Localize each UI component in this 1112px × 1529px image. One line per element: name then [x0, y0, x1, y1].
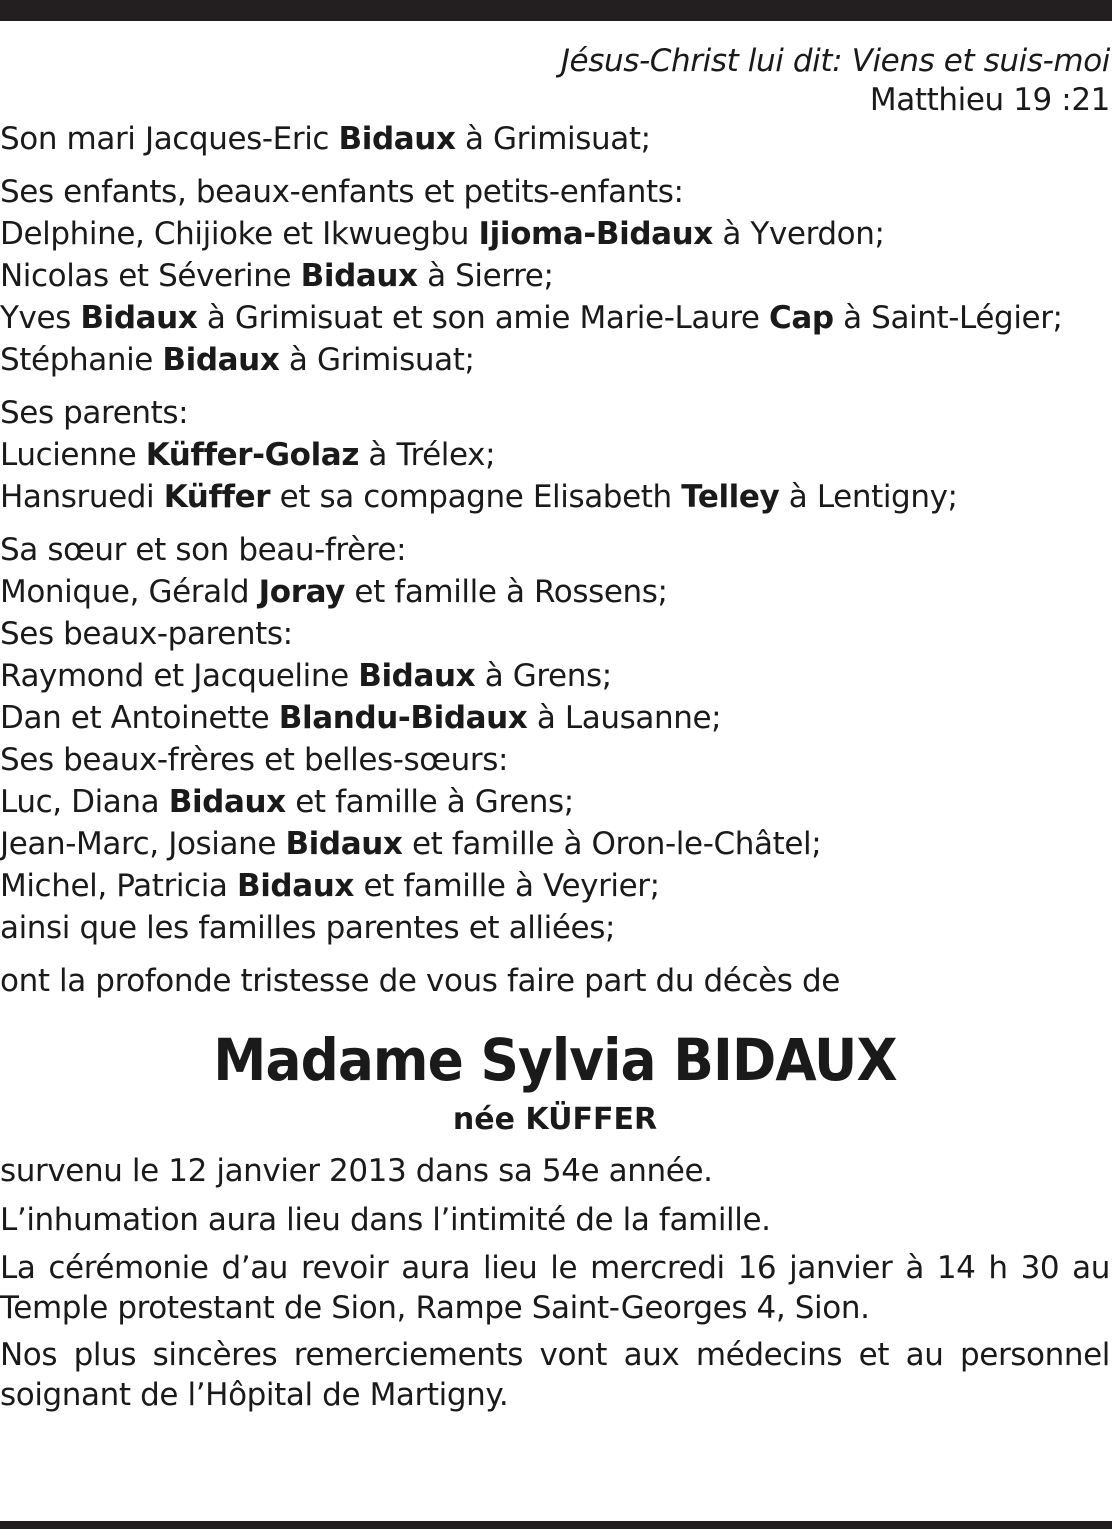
siblings-in-law-line: Jean-Marc, Josiane Bidaux et famille à Oron-le-Châtel; — [0, 826, 822, 862]
announcement-text: ont la profonde tristesse de vous faire part du décès de — [0, 963, 840, 999]
children-heading: Ses enfants, beaux-enfants et petits-enfants: — [0, 174, 684, 210]
siblings-in-law-heading: Ses beaux-frères et belles-sœurs: — [0, 742, 508, 778]
ceremony-text: La cérémonie d’au revoir aura lieu le mercredi 16 janvier à 14 h 30 au Temple protestant de Sion, Rampe Saint-Georges 4, Sion. — [0, 1250, 1110, 1326]
parents-line: Lucienne Küffer-Golaz à Trélex; — [0, 437, 496, 473]
parents-heading: Ses parents: — [0, 395, 189, 431]
obituary-notice — [0, 40, 1110, 1415]
in-laws-heading: Ses beaux-parents: — [0, 616, 293, 652]
siblings-in-law-line: Michel, Patricia Bidaux et famille à Veyrier; — [0, 868, 660, 904]
top-rule — [0, 0, 1112, 21]
epigraph-quote: Jésus-Christ lui dit: Viens et suis-moi — [560, 43, 1110, 79]
deceased-name: Madame Sylvia BIDAUX — [213, 1026, 897, 1094]
epigraph-reference: Matthieu 19 :21 — [869, 82, 1110, 118]
children-line: Yves Bidaux à Grimisuat et son amie Marie-Laure Cap à Saint-Légier; — [0, 300, 1063, 336]
date-of-death: survenu le 12 janvier 2013 dans sa 54e année. — [0, 1153, 713, 1189]
bottom-rule — [0, 1521, 1112, 1529]
burial-text: L’inhumation aura lieu dans l’intimité de la famille. — [0, 1202, 771, 1238]
children-line: Delphine, Chijioke et Ikwuegbu Ijioma-Bidaux à Yverdon; — [0, 216, 885, 252]
parents-line: Hansruedi Küffer et sa compagne Elisabeth Telley à Lentigny; — [0, 479, 958, 515]
maiden-name: née KÜFFER — [452, 1102, 658, 1137]
sister-heading: Sa sœur et son beau-frère: — [0, 532, 407, 568]
sister-line: Monique, Gérald Joray et famille à Rossens; — [0, 574, 668, 610]
family-allies-line: ainsi que les familles parentes et alliées; — [0, 910, 615, 946]
thanks-text: Nos plus sincères remerciements vont aux médecins et au personnel soignant de l’Hôpital de Martigny. — [0, 1337, 1110, 1413]
siblings-in-law-line: Luc, Diana Bidaux et famille à Grens; — [0, 784, 574, 820]
children-line: Stéphanie Bidaux à Grimisuat; — [0, 342, 475, 378]
husband-line: Son mari Jacques-Eric Bidaux à Grimisuat; — [0, 121, 651, 157]
in-laws-line: Raymond et Jacqueline Bidaux à Grens; — [0, 658, 612, 694]
children-line: Nicolas et Séverine Bidaux à Sierre; — [0, 258, 554, 294]
in-laws-line: Dan et Antoinette Blandu-Bidaux à Lausanne; — [0, 700, 722, 736]
